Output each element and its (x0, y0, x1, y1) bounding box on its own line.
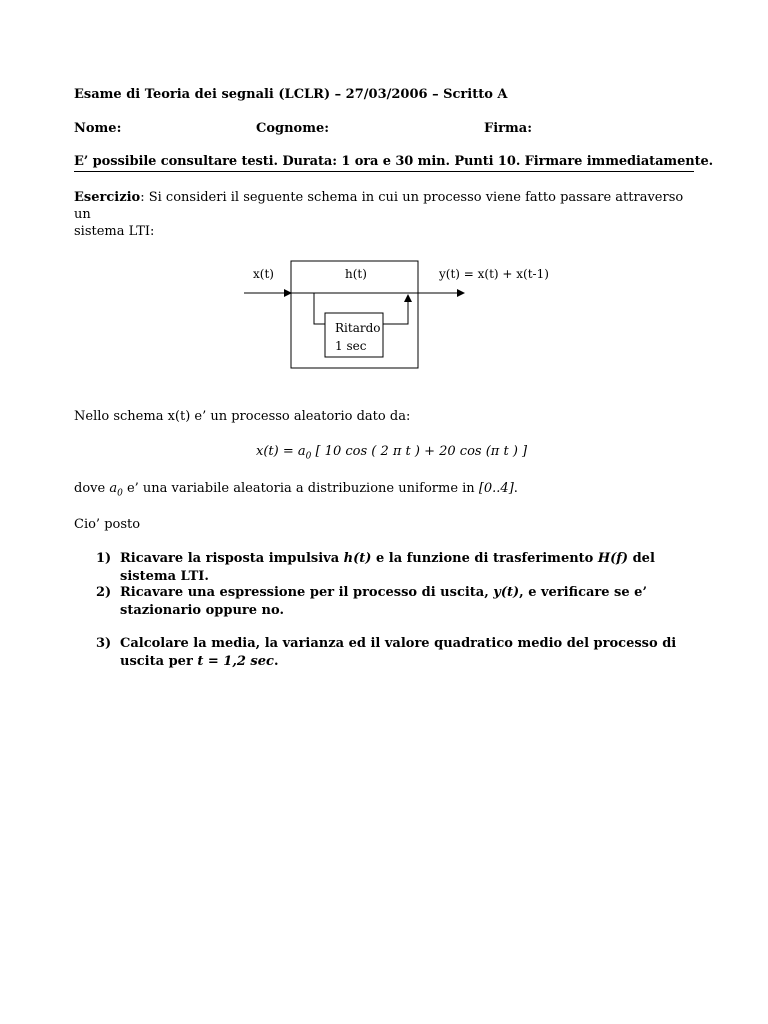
question-1-part1: Ricavare la risposta impulsiva (120, 551, 344, 566)
question-3-part1: Calcolare la media, la varianza ed il valore quadratico medio del processo di uscita per (120, 636, 677, 669)
question-2-text (120, 584, 700, 620)
question-2-part1: Ricavare una espressione per il processo di uscita, (120, 585, 494, 600)
branch-to-delay (314, 293, 325, 324)
question-3-time: t = 1,2 sec (197, 654, 274, 669)
process-intro: Nello schema x(t) e’ un processo aleatorio dato da: (74, 409, 411, 424)
delay-to-sum-arrow (383, 295, 408, 324)
question-2 (96, 584, 706, 624)
input-label: x(t) (253, 267, 274, 281)
question-1-text (120, 550, 700, 586)
question-3-text (120, 635, 700, 671)
cognome-label: Cognome: (256, 121, 330, 136)
question-1-part3: del sistema LTI. (120, 551, 655, 584)
question-2-part2: , e verificare se e’ stazionario oppure no. (120, 585, 647, 618)
exercise-text-line1: : Si consideri il seguente schema in cui un processo viene fatto passare attraverso un (74, 190, 684, 222)
where-prefix: dove (74, 481, 110, 496)
delay-label-line2: 1 sec (335, 339, 367, 353)
cio-posto: Cio’ posto (74, 517, 141, 532)
question-1-part2: e la funzione di trasferimento (371, 551, 598, 566)
question-1-impulse-response: h(t) (343, 551, 372, 566)
exercise-intro (74, 189, 694, 240)
block-label: h(t) (345, 267, 367, 281)
header-divider (74, 171, 694, 172)
question-3 (96, 635, 706, 675)
question-1 (96, 550, 706, 584)
question-1-transfer-function: H(f) (597, 551, 629, 566)
where-interval: [0..4] (478, 481, 514, 496)
exercise-label: Esercizio (74, 190, 141, 205)
question-3-part2: . (273, 654, 279, 669)
formula-lhs: x(t) = a (256, 444, 306, 459)
question-1-number: 1) (96, 551, 112, 566)
exam-title: Esame di Teoria dei segnali (LCLR) – 27/03/2006 – Scritto A (74, 87, 508, 102)
formula-rhs: [ 10 cos ( 2 π t ) + 20 cos (π t ) ] (311, 444, 528, 459)
distribution-sentence (74, 481, 518, 499)
where-end: . (513, 481, 518, 496)
exercise-text-line2: sistema LTI: (74, 224, 155, 239)
lti-block-diagram (230, 255, 570, 380)
where-variable: a (109, 481, 118, 496)
firma-label: Firma: (484, 121, 532, 136)
output-label: y(t) = x(t) + x(t-1) (439, 267, 549, 281)
process-formula (256, 444, 527, 462)
delay-label-line1: Ritardo (335, 321, 381, 335)
question-2-output-process: y(t) (493, 585, 520, 600)
where-subscript: 0 (117, 488, 123, 499)
where-middle: e’ una variabile aleatoria a distribuzione uniforme in (122, 481, 479, 496)
question-2-number: 2) (96, 585, 112, 600)
nome-label: Nome: (74, 121, 122, 136)
exam-instructions: E’ possibile consultare testi. Durata: 1 ora e 30 min. Punti 10. Firmare immediatamente. (74, 154, 714, 169)
question-3-number: 3) (96, 636, 112, 651)
formula-subscript: 0 (305, 451, 312, 462)
